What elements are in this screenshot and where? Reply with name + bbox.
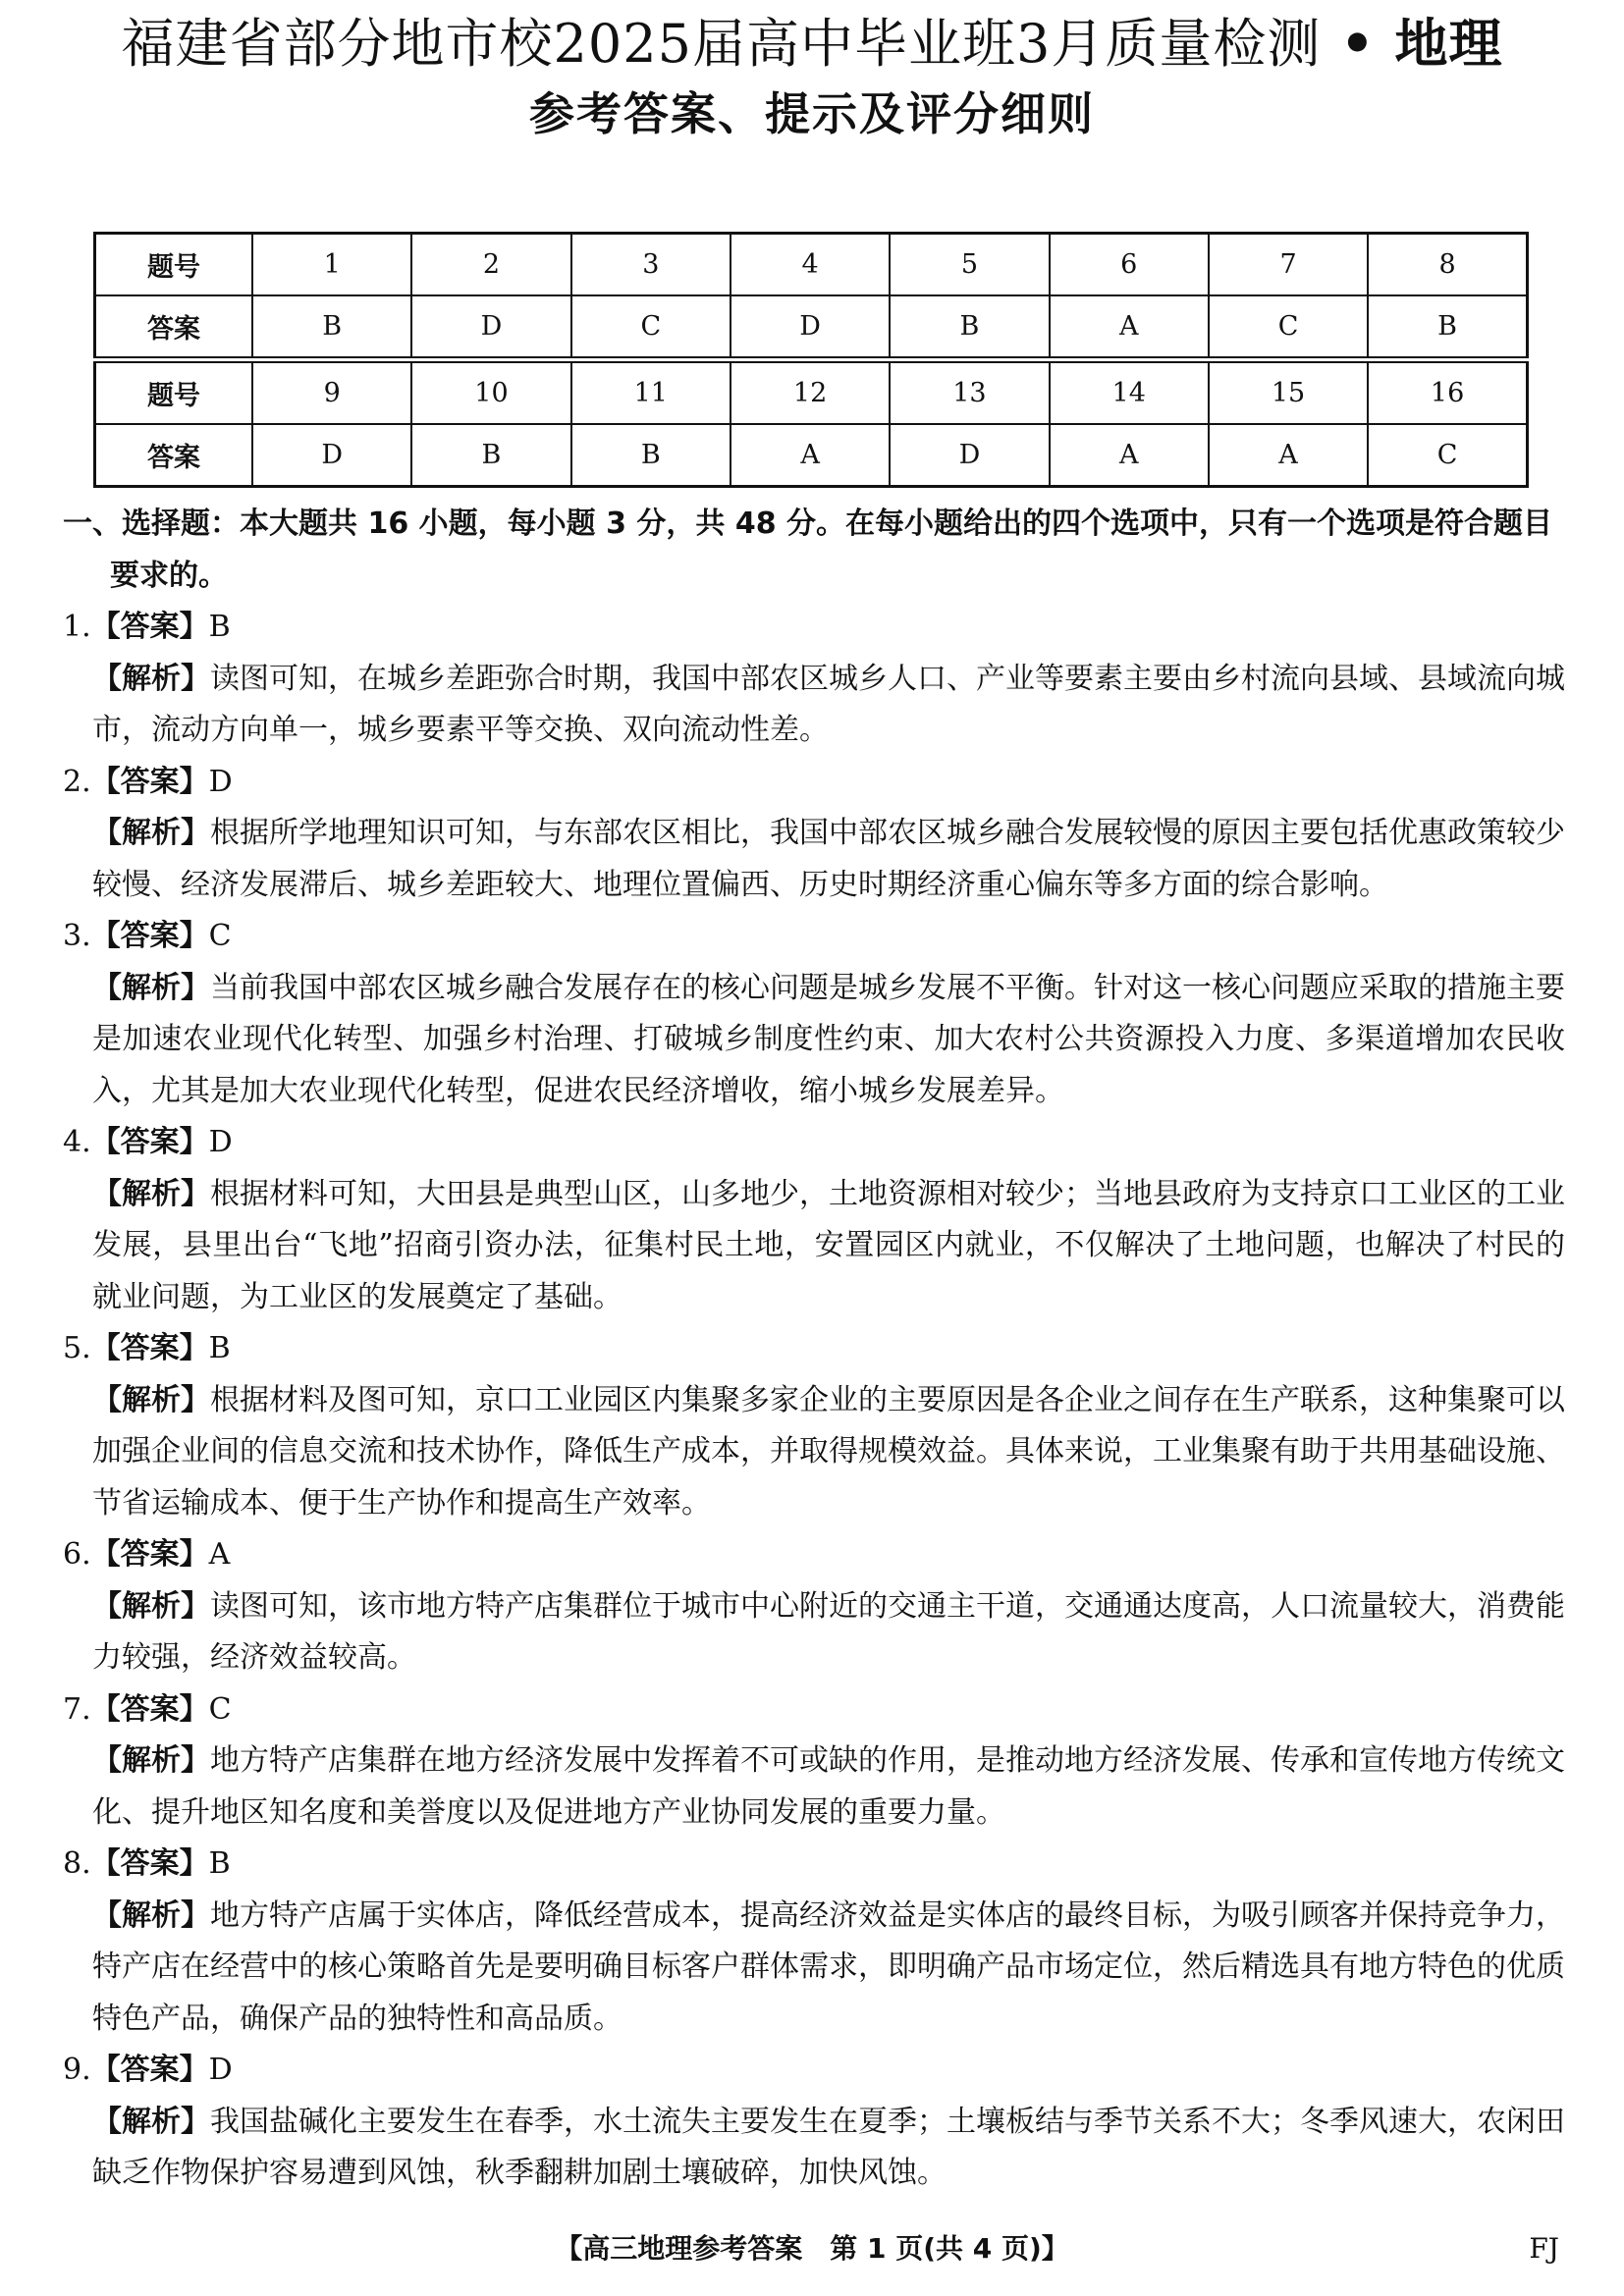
question-block — [63, 2045, 1565, 2200]
answer-cell: A — [1050, 295, 1209, 360]
question-block — [63, 757, 1565, 912]
answer-value: B — [208, 610, 231, 644]
question-number-cell: 12 — [731, 360, 890, 425]
table-row — [95, 234, 1528, 296]
table-row — [95, 424, 1528, 487]
answer-tag: 【答案】 — [90, 1846, 209, 1881]
row-label-answer: 答案 — [95, 295, 253, 360]
question-number: 6. — [63, 1537, 91, 1572]
question-number-cell: 1 — [252, 234, 411, 296]
question-block — [63, 1323, 1565, 1529]
answer-cell: A — [1209, 424, 1368, 487]
answer-cell: B — [1368, 295, 1527, 360]
explanation-text: 读图可知，在城乡差距弥合时期，我国中部农区城乡人口、产业等要素主要由乡村流向县域、县域流向城市，流动方向单一，城乡要素平等交换、双向流动性差。 — [92, 661, 1565, 747]
explanation-text: 地方特产店属于实体店，降低经营成本，提高经济效益是实体店的最终目标，为吸引顾客并保持竞争力，特产店在经营中的核心策略首先是要明确目标客户群体需求，即明确产品市场定位，然后精选具有地方特色的优质特色产品，确保产品的独特性和高品质。 — [92, 1897, 1565, 2036]
question-answer — [63, 1117, 1565, 1169]
answer-cell: C — [1368, 424, 1527, 487]
answer-cell: B — [252, 295, 411, 360]
answer-cell: B — [411, 424, 570, 487]
question-number-cell: 8 — [1368, 234, 1527, 296]
row-label-answer: 答案 — [95, 424, 253, 487]
question-number-cell: 16 — [1368, 360, 1527, 425]
question-number-cell: 13 — [890, 360, 1049, 425]
answer-tag: 【答案】 — [90, 1125, 209, 1159]
answer-tag: 【答案】 — [90, 610, 209, 644]
answer-cell: C — [1209, 295, 1368, 360]
answer-cell: D — [411, 295, 570, 360]
explanation-text: 根据材料及图可知，京口工业园区内集聚多家企业的主要原因是各企业之间存在生产联系，这种集聚可以加强企业间的信息交流和技术协作，降低生产成本，并取得规模效益。具体来说，工业集聚有助于共用基础设施、节省运输成本、便于生产协作和提高生产效率。 — [92, 1382, 1565, 1521]
explain-tag: 【解析】 — [92, 1176, 210, 1211]
answer-cell: B — [890, 295, 1049, 360]
answer-tag: 【答案】 — [90, 764, 209, 799]
answer-tag: 【答案】 — [90, 2053, 209, 2087]
answer-cell: C — [571, 295, 731, 360]
answer-value: B — [208, 1331, 231, 1365]
question-number: 5. — [63, 1331, 91, 1365]
question-number-cell: 14 — [1050, 360, 1209, 425]
question-explanation — [63, 1581, 1565, 1684]
question-answer — [63, 757, 1565, 809]
title-dot: • — [1321, 13, 1395, 75]
question-explanation — [63, 1375, 1565, 1530]
explanation-text: 当前我国中部农区城乡融合发展存在的核心问题是城乡发展不平衡。针对这一核心问题应采取的措施主要是加速农业现代化转型、加强乡村治理、打破城乡制度性约束、加大农村公共资源投入力度、多渠道增加农民收入，尤其是加大农业现代化转型，促进农民经济增收，缩小城乡发展差异。 — [92, 970, 1565, 1108]
question-number-cell: 3 — [571, 234, 731, 296]
question-number: 8. — [63, 1846, 91, 1881]
explain-tag: 【解析】 — [92, 2104, 210, 2139]
answer-tag: 【答案】 — [90, 919, 209, 953]
question-number: 4. — [63, 1125, 91, 1159]
question-number-cell: 5 — [890, 234, 1049, 296]
question-answer — [63, 1839, 1565, 1891]
footer-code: FJ — [1529, 2232, 1559, 2265]
question-explanation — [63, 654, 1565, 757]
question-answer — [63, 1529, 1565, 1581]
table-row — [95, 360, 1528, 425]
question-explanation — [63, 1891, 1565, 2046]
explain-tag: 【解析】 — [92, 661, 210, 696]
explanation-text: 根据所学地理知识可知，与东部农区相比，我国中部农区城乡融合发展较慢的原因主要包括优惠政策较少较慢、经济发展滞后、城乡差距较大、地理位置偏西、历史时期经济重心偏东等多方面的综合影响。 — [92, 816, 1565, 902]
title-subject: 地理 — [1394, 13, 1503, 75]
explain-tag: 【解析】 — [92, 970, 210, 1005]
table-row — [95, 295, 1528, 360]
question-number-cell: 4 — [731, 234, 890, 296]
answer-cell: A — [1050, 424, 1209, 487]
question-number-cell: 10 — [411, 360, 570, 425]
row-label-number: 题号 — [95, 360, 253, 425]
explain-tag: 【解析】 — [92, 1588, 210, 1624]
question-block — [63, 602, 1565, 757]
question-number-cell: 6 — [1050, 234, 1209, 296]
question-number: 3. — [63, 919, 91, 953]
page-subtitle: 参考答案、提示及评分细则 — [529, 87, 1095, 140]
page-footer: 【高三地理参考答案 第 1 页(共 4 页)】 — [555, 2232, 1069, 2265]
question-explanation — [63, 808, 1565, 911]
question-answer — [63, 1323, 1565, 1375]
question-number-cell: 2 — [411, 234, 570, 296]
question-explanation — [63, 1169, 1565, 1324]
answer-cell: D — [252, 424, 411, 487]
question-explanation — [63, 2097, 1565, 2200]
explanation-text: 根据材料可知，大田县是典型山区，山多地少，土地资源相对较少；当地县政府为支持京口工业区的工业发展，县里出台“飞地”招商引资办法，征集村民土地，安置园区内就业，不仅解决了土地问题，也解决了村民的就业问题，为工业区的发展奠定了基础。 — [92, 1176, 1565, 1314]
question-answer — [63, 602, 1565, 654]
answer-value: D — [208, 764, 233, 799]
answer-table — [93, 232, 1529, 488]
answer-value: D — [208, 1125, 233, 1159]
question-block — [63, 911, 1565, 1117]
answer-value: A — [208, 1537, 231, 1572]
answer-tag: 【答案】 — [90, 1331, 209, 1365]
answer-tag: 【答案】 — [90, 1691, 209, 1727]
explain-tag: 【解析】 — [92, 1897, 210, 1933]
answer-cell: A — [731, 424, 890, 487]
question-number: 2. — [63, 764, 91, 799]
question-block — [63, 1117, 1565, 1323]
explain-tag: 【解析】 — [92, 816, 210, 850]
question-number: 9. — [63, 2053, 91, 2087]
answer-cell: D — [731, 295, 890, 360]
answer-cell: D — [890, 424, 1049, 487]
question-block — [63, 1839, 1565, 2045]
question-block — [63, 1529, 1565, 1684]
question-answer — [63, 2045, 1565, 2097]
question-number-cell: 15 — [1209, 360, 1368, 425]
explain-tag: 【解析】 — [92, 1743, 210, 1778]
question-number: 7. — [63, 1691, 91, 1727]
question-explanation — [63, 1735, 1565, 1839]
question-number-cell: 11 — [571, 360, 731, 425]
explain-tag: 【解析】 — [92, 1382, 210, 1417]
section-title: 一、选择题：本大题共 16 小题，每小题 3 分，共 48 分。在每小题给出的四个选项中，只有一个选项是符合题目要求的。 — [63, 507, 1553, 593]
question-block — [63, 1684, 1565, 1840]
question-answer — [63, 1684, 1565, 1736]
explanation-text: 地方特产店集群在地方经济发展中发挥着不可或缺的作用，是推动地方经济发展、传承和宣传地方传统文化、提升地区知名度和美誉度以及促进地方产业协同发展的重要力量。 — [92, 1743, 1565, 1830]
answer-value: D — [208, 2053, 233, 2087]
title-main: 福建省部分地市校2025届高中毕业班3月质量检测 — [121, 13, 1322, 75]
question-number-cell: 9 — [252, 360, 411, 425]
answer-value: B — [208, 1846, 231, 1881]
page-title — [0, 8, 1624, 80]
question-answer — [63, 911, 1565, 963]
explanation-text: 读图可知，该市地方特产店集群位于城市中心附近的交通主干道，交通通达度高，人口流量较大，消费能力较强，经济效益较高。 — [92, 1588, 1565, 1675]
answer-cell: B — [571, 424, 731, 487]
answer-value: C — [208, 919, 232, 953]
question-number-cell: 7 — [1209, 234, 1368, 296]
answer-value: C — [208, 1691, 232, 1727]
row-label-number: 题号 — [95, 234, 253, 296]
answer-tag: 【答案】 — [90, 1537, 209, 1572]
answer-explanations — [63, 499, 1565, 2200]
explanation-text: 我国盐碱化主要发生在春季，水土流失主要发生在夏季；土壤板结与季节关系不大；冬季风速大，农闲田缺乏作物保护容易遭到风蚀，秋季翻耕加剧土壤破碎，加快风蚀。 — [92, 2104, 1565, 2190]
question-explanation — [63, 963, 1565, 1118]
question-number: 1. — [63, 610, 91, 644]
